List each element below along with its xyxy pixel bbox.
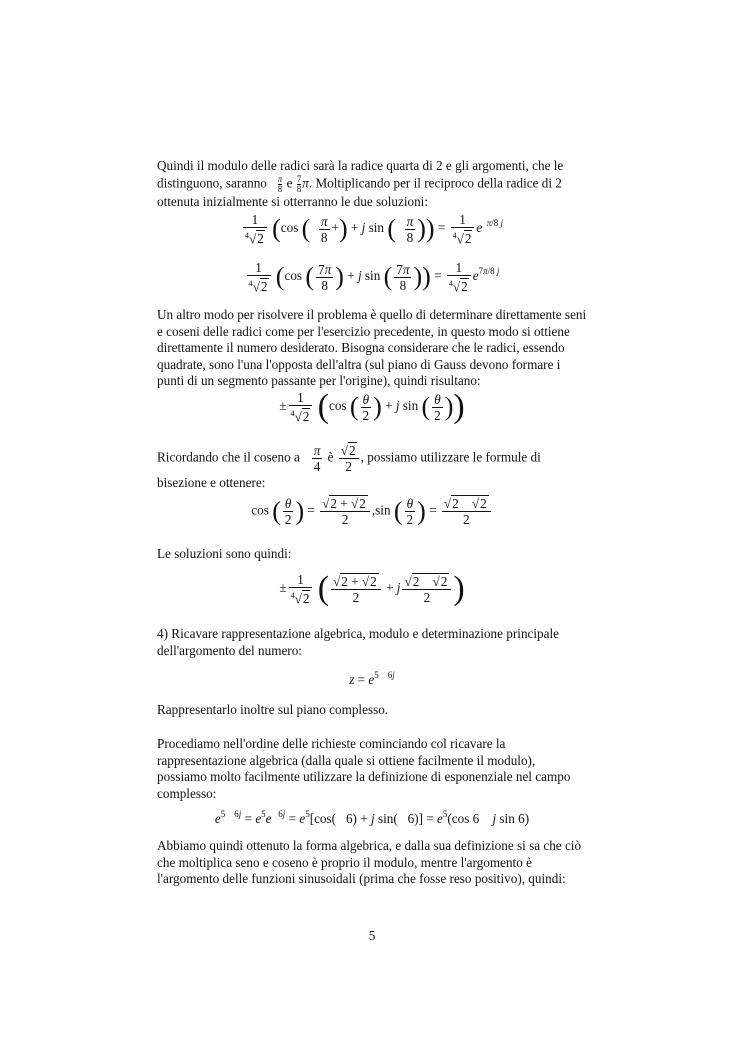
paragraph-solutions: Le soluzioni sono quindi: [157,546,292,561]
paragraph-line: distinguono, saranno $\frac{\pi}{8}$ e $\frac{7}{8}$ π. Moltiplicando per il reciproco della radice di 2 [157,173,562,194]
paragraph-procedure: Procediamo nell'ordine delle richieste cominciando col ricavare la rappresentazione algebrica (dalla quale si ottiene facilmente il modulo), possiamo molto facilmente utilizzare la definizione di esponenziale nel campo complesso: [157,736,571,801]
paragraph-intro [157,158,587,210]
equation-solution-1: $\frac{1}{^4√2}$ (cos ( $\frac{\pi}{8}$ +) + j sin ( $\frac{\pi}{8}$ )) = $\frac{1}{^4√2}$ e $^{\pi/8 j}$ [244,212,504,247]
paragraph-line: bisezione e ottenere: [157,475,266,490]
equation-general-roots: ± $\frac{1}{^4√2}$ (cos ( $\frac{\theta}{2}$ ) + j sin ( $\frac{\theta}{2}$ )) [279,388,465,426]
paragraph-method: Un altro modo per risolvere il problema è quello di determinare direttamente seni e coseni delle radici come per l'esercizio precedente, in questo modo si ottiene direttamente il numero desiderato. Bisogna considerare che le radici, essendo quadrate, sono l'una l'opposta dell'altra (sul piano di Gauss devono formare i punti di un segmento passante per l'origine), quindi risultano: [157,307,587,389]
equation-solutions: ± $\frac{1}{^4√2}$ ( $\frac{√2 + √2}{2}$ + j $\frac{√2 √2}{2}$ ) [279,570,465,608]
paragraph-cosine [157,443,587,492]
equation-exponential: $e^{5 6j} = e^5e$ $^{6j} = e^5[\cos$( 6) + j sin( $6)] = e^5(\cos$ 6 j sin 6) [214,809,530,826]
paragraph-exercise-4: 4) Ricavare rappresentazione algebrica, modulo e determinazione principale dell'argomento del numero: [157,626,560,658]
equation-solution-2: $\frac{1}{^4√2}$ (cos ( $\frac{7\pi}{8}$ ) + j sin ( $\frac{7\pi}{8}$ )) = $\frac{1}{^4√2}$ $e^{7\pi/8 j}$ [248,260,500,295]
paragraph-line: Quindi il modulo delle radici sarà la radice quarta di 2 e gli argomenti, che le [157,158,564,173]
page-number: 5 [368,928,376,943]
equation-z: $z = e^{5 6j}$ [349,670,395,687]
paragraph-line: Ricordando che il coseno a $\frac{\pi}{4}$ è $\frac{√2}{2}$ , possiamo utilizzare le formule di [157,443,541,474]
equation-bisection: cos ( $\frac{\theta}{2}$ ) = $\frac{√2 + √2}{2}$ ,sin ( $\frac{\theta}{2}$ ) = $\frac{√2 √2}{2}$ [0,496,744,527]
paragraph-plot-request: Rappresentarlo inoltre sul piano complesso. [157,702,389,717]
paragraph-line: ottenuta inizialmente si otterranno le due soluzioni: [157,193,429,209]
paragraph-conclusion: Abbiamo quindi ottenuto la forma algebrica, e dalla sua definizione si sa che ciò che moltiplica seno e coseno è proprio il modulo, mentre l'argomento è l'argomento delle funzioni sinusoidali (prima che fosse reso positivo), quindi: [157,838,582,887]
